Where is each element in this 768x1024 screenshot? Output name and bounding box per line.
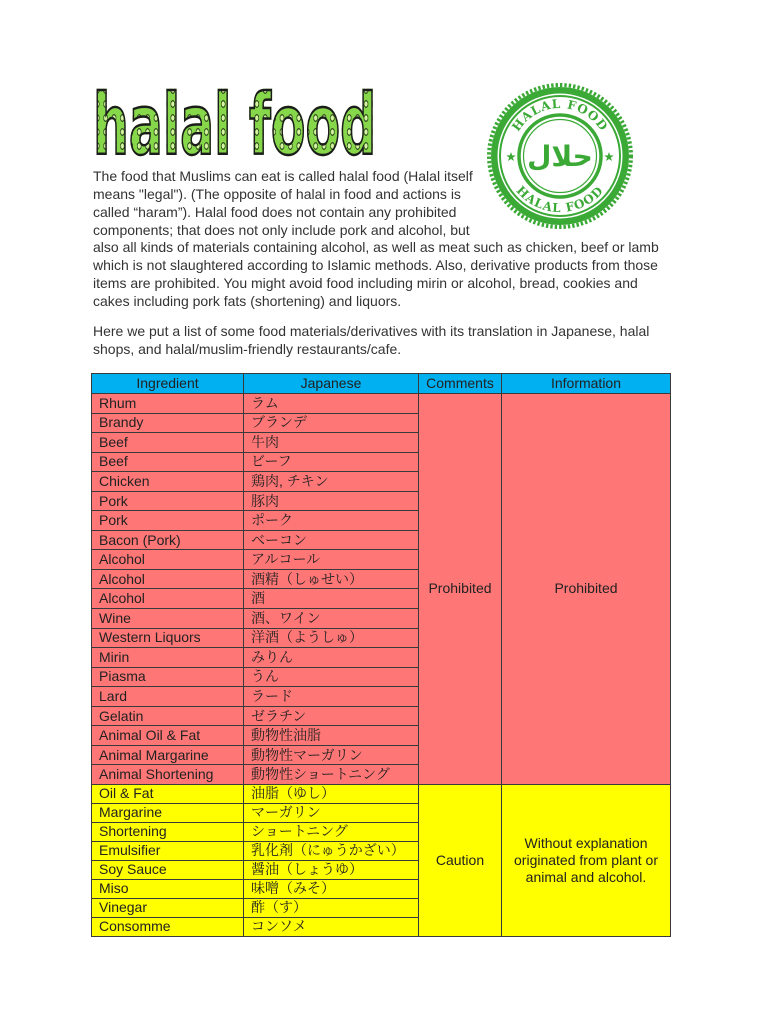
japanese-cell: 牛肉: [244, 433, 419, 453]
ingredient-cell: Vinegar: [92, 898, 244, 917]
table-row: [92, 394, 671, 414]
japanese-cell: ショートニング: [244, 822, 419, 841]
ingredient-cell: Shortening: [92, 822, 244, 841]
ingredient-cell: Rhum: [92, 394, 244, 414]
japanese-cell: ビーフ: [244, 452, 419, 472]
ingredient-cell: Bacon (Pork): [92, 530, 244, 550]
japanese-cell: みりん: [244, 648, 419, 668]
ingredient-cell: Piasma: [92, 667, 244, 687]
ingredient-cell: Wine: [92, 609, 244, 629]
ingredient-cell: Margarine: [92, 803, 244, 822]
japanese-cell: 鶏肉, チキン: [244, 472, 419, 492]
ingredient-cell: Animal Shortening: [92, 765, 244, 785]
japanese-cell: ラム: [244, 394, 419, 414]
japanese-cell: ラード: [244, 687, 419, 707]
ingredient-cell: Mirin: [92, 648, 244, 668]
ingredient-cell: Gelatin: [92, 706, 244, 726]
ingredient-cell: Beef: [92, 433, 244, 453]
table-body: [92, 394, 671, 937]
ingredient-cell: Miso: [92, 879, 244, 898]
comment-cell: Prohibited: [419, 394, 502, 785]
japanese-cell: ポーク: [244, 511, 419, 531]
logo-wrap-spacer: [473, 168, 669, 238]
japanese-cell: 洋酒（ようしゅ）: [244, 628, 419, 648]
ingredient-cell: Brandy: [92, 413, 244, 433]
ingredient-cell: Western Liquors: [92, 628, 244, 648]
ingredient-cell: Oil & Fat: [92, 784, 244, 803]
ingredient-cell: Animal Margarine: [92, 745, 244, 765]
japanese-cell: 乳化剤（にゅうかざい）: [244, 841, 419, 860]
japanese-cell: 動物性ショートニング: [244, 765, 419, 785]
japanese-cell: コンソメ: [244, 917, 419, 936]
table-row: [92, 784, 671, 803]
page-title: halal food: [93, 76, 377, 174]
japanese-cell: アルコール: [244, 550, 419, 570]
japanese-cell: うん: [244, 667, 419, 687]
header-information: Information: [502, 374, 671, 394]
japanese-cell: 酒精（しゅせい）: [244, 569, 419, 589]
ingredient-table: [91, 373, 671, 937]
japanese-cell: 酒、ワイン: [244, 609, 419, 629]
ingredient-cell: Soy Sauce: [92, 860, 244, 879]
header-ingredient: Ingredient: [92, 374, 244, 394]
ingredient-cell: Pork: [92, 491, 244, 511]
japanese-cell: 醤油（しょうゆ）: [244, 860, 419, 879]
japanese-cell: 酒: [244, 589, 419, 609]
ingredient-cell: Alcohol: [92, 589, 244, 609]
ingredient-cell: Alcohol: [92, 569, 244, 589]
table-header-row: [92, 374, 671, 394]
information-cell: Prohibited: [502, 394, 671, 785]
japanese-cell: ゼラチン: [244, 706, 419, 726]
japanese-cell: ブランデ: [244, 413, 419, 433]
japanese-cell: 味噌（みそ）: [244, 879, 419, 898]
header-japanese: Japanese: [244, 374, 419, 394]
seal-bottom-text: HALAL FOOD: [513, 183, 607, 216]
seal-center-text: حلال: [527, 140, 593, 173]
seal-top-text: HALAL FOOD: [509, 96, 611, 134]
ingredient-cell: Lard: [92, 687, 244, 707]
japanese-cell: 動物性油脂: [244, 726, 419, 746]
japanese-cell: マーガリン: [244, 803, 419, 822]
japanese-cell: 酢（す）: [244, 898, 419, 917]
information-cell: Without explanation originated from plant or animal and alcohol.: [502, 784, 671, 936]
ingredient-cell: Animal Oil & Fat: [92, 726, 244, 746]
japanese-cell: 油脂（ゆし）: [244, 784, 419, 803]
ingredient-cell: Alcohol: [92, 550, 244, 570]
list-intro-paragraph: Here we put a list of some food materials/derivatives with its translation in Japanese, halal shops, and halal/muslim-friendly restaurants/cafe.: [93, 322, 650, 357]
ingredient-cell: Consomme: [92, 917, 244, 936]
header-comments: Comments: [419, 374, 502, 394]
intro-text: [93, 168, 669, 358]
ingredient-cell: Chicken: [92, 472, 244, 492]
japanese-cell: 動物性マーガリン: [244, 745, 419, 765]
japanese-cell: 豚肉: [244, 491, 419, 511]
japanese-cell: ベーコン: [244, 530, 419, 550]
ingredient-cell: Emulsifier: [92, 841, 244, 860]
ingredient-cell: Beef: [92, 452, 244, 472]
ingredient-cell: Pork: [92, 511, 244, 531]
intro-paragraph: The food that Muslims can eat is called halal food (Halal itself means "legal"). (The opposite of halal in food and actions is called “haram”). Halal food does not contain any prohibited components; that does not only include pork and alcohol, but also all kinds of materials containing alcohol, as well as meat such as chicken, beef or lamb which is not slaughtered according to Islamic methods. Also, derivative products from those items are prohibited. You might avoid food including mirin or alcohol, bread, cookies and cakes including pork fats (shortening) and liquors.: [93, 168, 659, 309]
comment-cell: Caution: [419, 784, 502, 936]
